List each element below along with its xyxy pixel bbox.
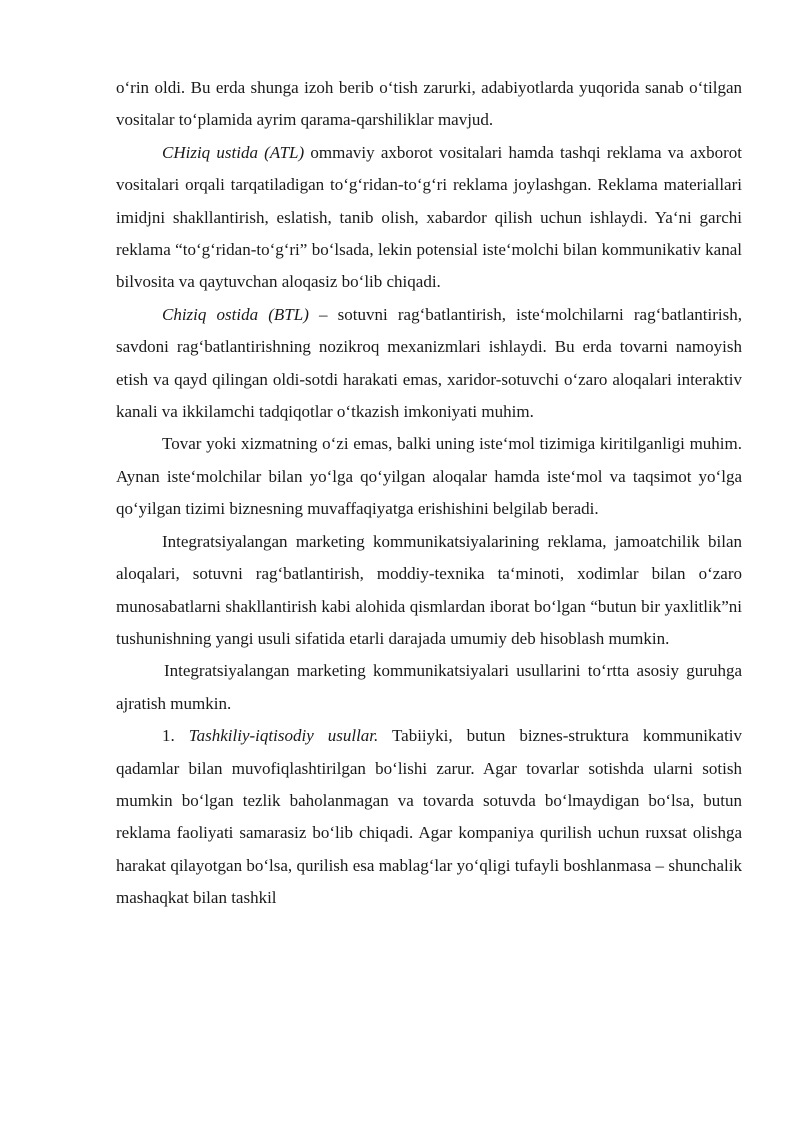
paragraph-text: Integratsiyalangan marketing kommunikatsiyalarining reklama, jamoatchilik bilan aloqalari, sotuvni rag‘batlantirish, moddiy-texnika ta‘minoti, xodimlar bilan o‘zaro munosabatlarni shakllantirish kabi alohida qismlardan iborat bo‘lgan “butun bir yaxlitlik”ni tushunishning yangi usuli sifatida etarli darajada umumiy deb hisoblash mumkin. <box>116 531 742 648</box>
paragraph-text: Tabiiyki, butun biznes-struktura kommunikativ qadamlar bilan muvofiqlashtirilgan bo‘lishi zarur. Agar tovarlar sotishda ularni sotish mumkin bo‘lgan tezlik baholanmagan va tovarda sotuvda bo‘lmaydigan bo‘lsa, butun reklama faoliyati samarasiz bo‘lib chiqadi. Agar kompaniya qurilish uchun ruxsat olishga harakat qilayotgan bo‘lsa, qurilish esa mablag‘lar yo‘qligi tufayli boshlanmasa – shunchalik mashaqkat bilan tashkil <box>116 726 743 908</box>
paragraph-consumption <box>116 428 742 525</box>
paragraph-continuation <box>116 72 742 137</box>
paragraph-text: – sotuvni rag‘batlantirish, iste‘molchilarni rag‘batlantirish, savdoni rag‘batlantirishning nozikroq mexanizmlari ishlaydi. Bu erda tovarni namoyish etish va qayd qilingan oldi-sotdi harakati emas, xaridor-sotuvchi o‘zaro aloqalari interaktiv kanali va ikkilamchi tadqiqotlar o‘tkazish imkoniyati muhim. <box>116 304 742 422</box>
paragraph-text: o‘rin oldi. Bu erda shunga izoh berib o‘tish zarurki, adabiyotlarda yuqorida sanab o‘tilgan vositalar to‘plamida ayrim qarama-qarshiliklar mavjud. <box>116 78 742 130</box>
paragraph-imc-definition <box>116 526 742 656</box>
term-method-1: Tashkiliy-iqtisodiy usullar. <box>188 726 379 746</box>
paragraph-text: ommaviy axborot vositalari hamda tashqi reklama va axborot vositalari orqali tarqatiladigan to‘g‘ridan-to‘g‘ri reklama joylashgan. Reklama materiallari imidjni shakllantirish, eslatish, tanib olish, xabardor qilish uchun ishlaydi. Ya‘ni garchi reklama “to‘g‘ridan-to‘g‘ri” bo‘lsada, lekin potensial iste‘molchi bilan kommunikativ kanal bilvosita va qaytuvchan aloqasiz bo‘lib chiqadi. <box>116 142 742 292</box>
list-number: 1. <box>162 726 175 746</box>
paragraph-atl <box>116 137 742 299</box>
paragraph-btl <box>116 299 742 429</box>
term-btl: Chiziq ostida (BTL) <box>162 304 309 324</box>
paragraph-text: Tovar yoki xizmatning o‘zi emas, balki uning iste‘mol tizimiga kiritilganligi muhim. Aynan iste‘molchilar bilan yo‘lga qo‘yilgan aloqalar hamda iste‘mol va taqsimot yo‘lga qo‘yilgan tizimi biznesning muvaffaqiyatga erishishini belgilab beradi. <box>116 434 742 519</box>
term-atl: CHiziq ustida (ATL) <box>162 142 305 162</box>
paragraph-text: Integratsiyalangan marketing kommunikatsiyalari usullarini to‘rtta asosiy guruhga ajratish mumkin. <box>116 661 742 713</box>
paragraph-imc-groups <box>116 655 742 720</box>
paragraph-method-1 <box>116 720 742 914</box>
